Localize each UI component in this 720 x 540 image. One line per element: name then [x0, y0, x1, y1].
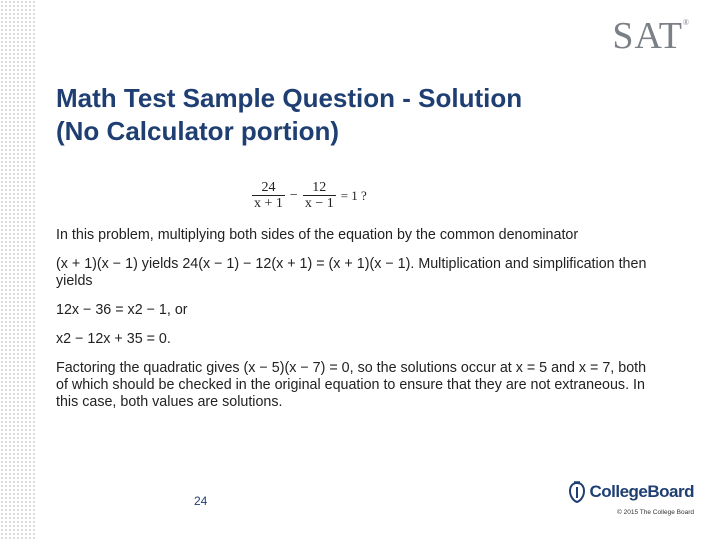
fraction-2-numerator: 12 — [312, 180, 327, 195]
fraction-1-denominator: x + 1 — [254, 196, 283, 211]
paragraph-4: x2 − 12x + 35 = 0. — [56, 331, 171, 347]
slide-title-line-2: (No Calculator portion) — [56, 116, 340, 146]
copyright-notice: © 2015 The College Board — [617, 509, 694, 516]
fraction-2-denominator: x − 1 — [304, 196, 334, 211]
sat-logo — [612, 14, 690, 58]
registered-mark: ® — [682, 18, 690, 27]
college-board-wordmark: CollegeBoard — [589, 482, 694, 501]
paragraph-3: 12x − 36 = x2 − 1, or — [56, 302, 188, 318]
paragraph-1: In this problem, multiplying both sides of the equation by the common denominator — [56, 227, 579, 243]
dotted-pattern-strip — [0, 0, 36, 540]
fraction-2 — [303, 180, 336, 211]
slide-title-line-1: Math Test Sample Question - Solution — [56, 83, 523, 113]
page-number: 24 — [194, 494, 208, 508]
paragraph-2: (x + 1)(x − 1) yields 24(x − 1) − 12(x + 1) = (x + 1)(x − 1). Multiplication and simplification then yields — [56, 256, 647, 289]
acorn-icon — [568, 481, 586, 503]
sat-logo-text: SAT — [612, 15, 683, 57]
equation — [252, 180, 367, 211]
solution-text — [56, 227, 656, 423]
equation-rhs: = 1 ? — [340, 187, 367, 203]
paragraph-5: Factoring the quadratic gives (x − 5)(x − 7) = 0, so the solutions occur at x = 5 and x = 7, both of which should be checked in the original equation to ensure that they are not extraneous. In this case, both values are solutions. — [56, 360, 647, 410]
minus-operator: − — [289, 187, 298, 203]
college-board-logo — [568, 481, 694, 503]
fraction-1-numerator: 24 — [261, 180, 276, 195]
slide-title — [56, 82, 676, 148]
fraction-1 — [252, 180, 285, 211]
